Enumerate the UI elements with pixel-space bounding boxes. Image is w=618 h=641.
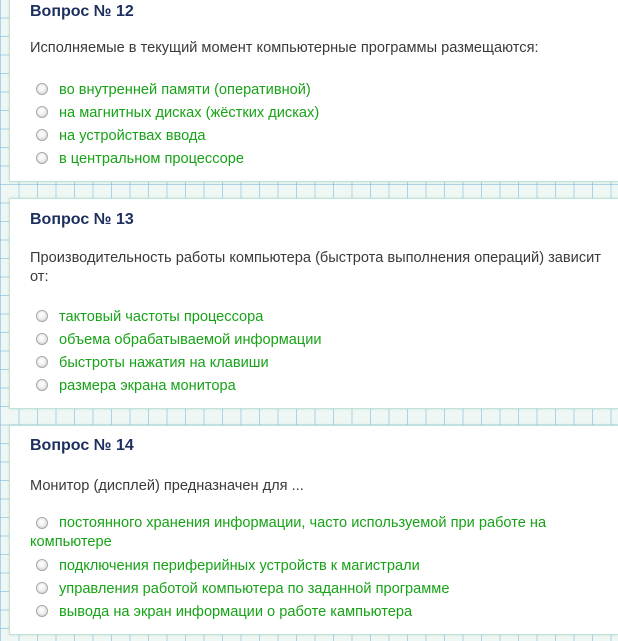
answer-option[interactable] — [30, 78, 610, 101]
radio-button[interactable] — [36, 310, 48, 322]
radio-button[interactable] — [36, 333, 48, 345]
answer-option[interactable] — [30, 512, 610, 554]
option-label[interactable]: на магнитных дисках (жёстких дисках) — [59, 105, 320, 121]
radio-button[interactable] — [36, 605, 48, 617]
question-text: Исполняемые в текущий момент компьютерные программы размещаются: — [30, 40, 539, 56]
option-label[interactable]: в центральном процессоре — [59, 151, 245, 167]
radio-button[interactable] — [36, 582, 48, 594]
answer-option[interactable] — [30, 577, 610, 600]
radio-button[interactable] — [36, 517, 48, 529]
radio-button[interactable] — [36, 356, 48, 368]
option-label[interactable]: вывода на экран информации о работе кампьютера — [59, 604, 413, 620]
answer-options — [30, 305, 610, 397]
option-label[interactable]: управления работой компьютера по заданной программе — [59, 581, 450, 597]
option-label[interactable]: постоянного хранения информации, часто используемой при работе на компьютере — [30, 515, 547, 550]
answer-option[interactable] — [30, 351, 610, 374]
answer-options — [30, 512, 610, 623]
answer-option[interactable] — [30, 328, 610, 351]
option-label[interactable]: объема обрабатываемой информации — [59, 332, 322, 348]
option-label[interactable]: размера экрана монитора — [59, 378, 236, 394]
radio-button[interactable] — [36, 559, 48, 571]
answer-option[interactable] — [30, 305, 610, 328]
option-label[interactable]: быстроты нажатия на клавиши — [59, 355, 269, 371]
option-label[interactable]: тактовый частоты процессора — [59, 309, 264, 325]
answer-options — [30, 78, 610, 170]
answer-option[interactable] — [30, 374, 610, 397]
radio-button[interactable] — [36, 106, 48, 118]
option-label[interactable]: подключения периферийных устройств к магистрали — [59, 558, 420, 574]
question-card-12 — [9, 0, 618, 182]
answer-option[interactable] — [30, 147, 610, 170]
option-label[interactable]: во внутренней памяти (оперативной) — [59, 82, 311, 98]
radio-button[interactable] — [36, 83, 48, 95]
question-card-13 — [9, 198, 618, 409]
question-title: Вопрос № 12 — [30, 3, 134, 20]
answer-option[interactable] — [30, 600, 610, 623]
radio-button[interactable] — [36, 129, 48, 141]
answer-option[interactable] — [30, 101, 610, 124]
question-title: Вопрос № 14 — [30, 437, 134, 454]
question-text: Производительность работы компьютера (быстрота выполнения операций) зависит от: — [30, 250, 601, 285]
radio-button[interactable] — [36, 152, 48, 164]
question-title: Вопрос № 13 — [30, 211, 134, 228]
answer-option[interactable] — [30, 554, 610, 577]
question-text: Монитор (дисплей) предназначен для ... — [30, 478, 304, 494]
radio-button[interactable] — [36, 379, 48, 391]
option-label[interactable]: на устройствах ввода — [59, 128, 206, 144]
question-card-14 — [9, 425, 618, 635]
answer-option[interactable] — [30, 124, 610, 147]
